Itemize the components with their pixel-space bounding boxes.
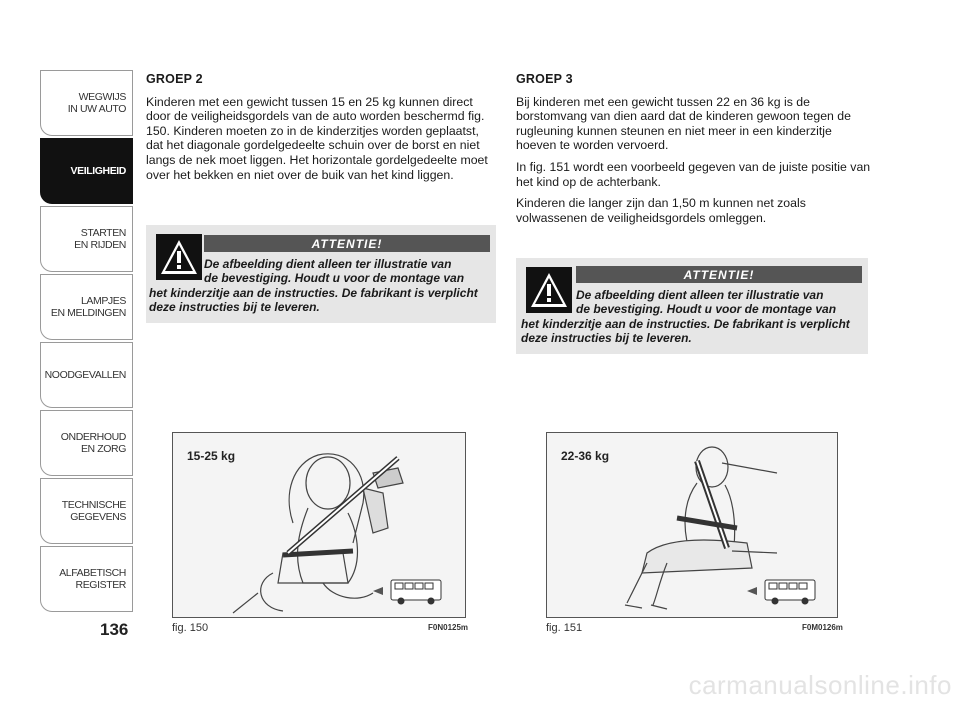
warning-triangle-icon — [156, 234, 202, 280]
figure-code: F0M0126m — [802, 623, 843, 632]
warning-line: De afbeelding dient alleen ter illustratie van — [204, 257, 452, 271]
tab-veiligheid[interactable] — [40, 138, 133, 204]
figure-caption: fig. 150 — [172, 622, 209, 634]
warning-box — [516, 258, 868, 354]
tab-label: LAMPJES — [80, 295, 126, 307]
tab-wegwijs[interactable] — [40, 70, 133, 136]
tab-label: ALFABETISCH — [59, 567, 126, 579]
tab-label: REGISTER — [75, 579, 126, 591]
figure-code: F0N0125m — [428, 623, 469, 632]
warning-line: de bevestiging. Houdt u voor de montage van — [576, 302, 837, 316]
warning-title: ATTENTIE! — [576, 266, 862, 283]
warning-line: de bevestiging. Houdt u voor de montage van — [204, 271, 465, 285]
warning-triangle-icon — [526, 267, 572, 313]
page-number: 136 — [100, 620, 129, 639]
tab-label: NOODGEVALLEN — [44, 369, 126, 381]
section-heading: GROEP 2 — [146, 72, 203, 86]
warning-title: ATTENTIE! — [204, 235, 490, 252]
tab-label: EN RIJDEN — [74, 239, 126, 251]
tab-label: IN UW AUTO — [67, 103, 126, 115]
tab-noodgevallen[interactable] — [40, 342, 133, 408]
tab-technische[interactable] — [40, 478, 133, 544]
warning-box — [146, 225, 496, 323]
tab-onderhoud[interactable] — [40, 410, 133, 476]
warning-text: het kinderzitje aan de instructies. De fabrikant is verplicht deze instructies bij te leveren. — [149, 286, 478, 315]
left-column — [146, 72, 496, 189]
right-column — [516, 72, 871, 232]
figure-151 — [546, 432, 838, 618]
tab-alfabetisch[interactable] — [40, 546, 133, 612]
tab-label: WEGWIJS — [78, 91, 126, 103]
tab-label: STARTEN — [80, 227, 126, 239]
watermark: carmanualsonline.info — [688, 670, 952, 700]
figure-150 — [172, 432, 466, 618]
body-paragraph: Kinderen met een gewicht tussen 15 en 25 kg kunnen direct door de veiligheidsgordels van de auto worden beschermd fig. 150. Kinderen moeten zo in de kinderzitjes worden geplaatst, dat het diagonale gordelgedeelte schuin over de borst en niet langs de nek moet liggen. Het horizontale gordelgedeelte moet over het bekken en niet over de buik van het kind liggen. — [146, 94, 488, 182]
tab-label: EN MELDINGEN — [50, 307, 126, 319]
warning-text: het kinderzitje aan de instructies. De fabrikant is verplicht deze instructies bij te leveren. — [521, 317, 850, 346]
body-paragraph: Bij kinderen met een gewicht tussen 22 en 36 kg is de borstomvang van dien aard dat de kinderen gewoon tegen de rugleuning kunnen steunen en niet meer in een kinderzitje hoeven te worden vervoerd. — [516, 94, 851, 153]
section-heading: GROEP 3 — [516, 72, 573, 86]
figure-caption: fig. 151 — [546, 622, 583, 634]
tab-label: GEGEVENS — [70, 511, 126, 523]
body-paragraph: In fig. 151 wordt een voorbeeld gegeven van de juiste positie van het kind op de achterbank. — [516, 159, 871, 189]
figure-weight-label: 22-36 kg — [561, 449, 610, 463]
tab-starten[interactable] — [40, 206, 133, 272]
tab-label: TECHNISCHE — [61, 499, 126, 511]
tab-label: ONDERHOUD — [60, 431, 126, 443]
tab-label: EN ZORG — [80, 443, 126, 455]
tab-label: VEILIGHEID — [70, 165, 126, 177]
tab-lampjes[interactable] — [40, 274, 133, 340]
warning-line: De afbeelding dient alleen ter illustratie van — [576, 288, 824, 302]
figure-weight-label: 15-25 kg — [187, 449, 236, 463]
body-paragraph: Kinderen die langer zijn dan 1,50 m kunnen net zoals volwassenen de veiligheidsgordels omleggen. — [516, 196, 806, 225]
